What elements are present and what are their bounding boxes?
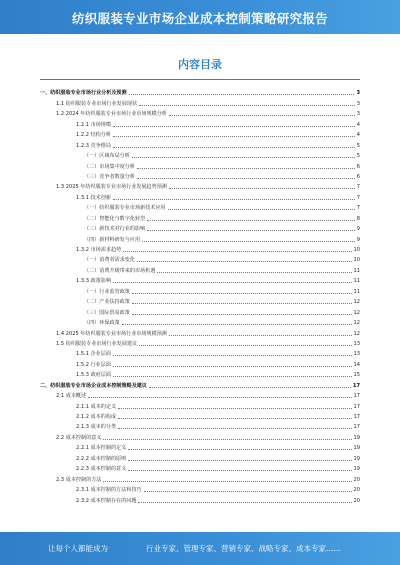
toc-entry-title: （一）区域布局分析 [84, 153, 130, 160]
toc-entry[interactable] [40, 180, 360, 190]
toc-entry-page: 20 [353, 476, 360, 483]
toc-entry-page: 17 [353, 393, 360, 400]
toc-divider [40, 79, 360, 80]
toc-leader-dots [137, 178, 355, 179]
toc-entry[interactable] [40, 493, 360, 503]
toc-entry-page: 11 [353, 278, 360, 285]
toc-entry[interactable] [40, 190, 360, 200]
toc-entry-page: 3 [356, 100, 360, 107]
toc-entry[interactable] [40, 263, 360, 273]
toc-leader-dots [113, 376, 352, 377]
toc-leader-dots [149, 387, 351, 388]
toc-entry-page: 17 [352, 382, 360, 389]
toc-entry-page: 4 [356, 132, 360, 139]
toc-entry-page: 19 [353, 445, 360, 452]
toc-entry-page: 5 [356, 153, 360, 160]
toc-entry[interactable] [40, 138, 360, 148]
toc-entry-page: 20 [353, 497, 360, 504]
toc-entry-title: 一、纺织服装专业市场行业分析及预测 [40, 90, 127, 97]
footer-slogan: 让每个人都能成为 [48, 544, 108, 553]
toc-entry-page: 13 [353, 340, 360, 347]
toc-entry-page: 19 [353, 455, 360, 462]
toc-entry[interactable] [40, 483, 360, 493]
toc-entry[interactable] [40, 472, 360, 482]
toc-entry[interactable] [40, 211, 360, 221]
toc-leader-dots [113, 136, 355, 137]
toc-entry[interactable] [40, 305, 360, 315]
toc-entry-title: 2.1.3 成本的分类 [76, 424, 117, 431]
toc-leader-dots [169, 115, 355, 116]
toc-entry[interactable] [40, 107, 360, 117]
toc-entry[interactable] [40, 410, 360, 420]
toc-leader-dots [138, 502, 351, 503]
toc-entry-page: 6 [356, 163, 360, 170]
toc-leader-dots [132, 157, 355, 158]
toc-entry-title: 1.5.2 行业层面 [76, 361, 111, 368]
toc-entry-title: （二）消费升级带来的市场机遇 [84, 267, 156, 274]
toc-leader-dots [113, 355, 352, 356]
toc-entry[interactable] [40, 295, 360, 305]
toc-entry-page: 6 [356, 173, 360, 180]
toc-entry[interactable] [40, 253, 360, 263]
toc-leader-dots [169, 188, 355, 189]
toc-entry[interactable] [40, 274, 360, 284]
toc-entry-page: 9 [356, 226, 360, 233]
toc-leader-dots [139, 345, 351, 346]
toc-entry[interactable] [40, 243, 360, 253]
toc-entry-title: 1.5.3 政府层面 [76, 372, 111, 379]
header-banner [0, 0, 400, 34]
toc-entry-page: 17 [353, 424, 360, 431]
toc-leader-dots [123, 251, 351, 252]
toc-entry-title: 1.2.1 市场规模 [76, 121, 111, 128]
toc-entry-page: 19 [353, 434, 360, 441]
toc-leader-dots [103, 439, 351, 440]
toc-entry-page: 8 [356, 215, 360, 222]
toc-entry-title: 1.3 2025 年纺织服装专业市场行业发展趋势预测 [56, 184, 167, 191]
toc-leader-dots [113, 282, 352, 283]
toc-entry-title: （四）环保政策 [84, 320, 120, 327]
toc-entry-title: 2.1 成本概述 [56, 393, 87, 400]
toc-entry[interactable] [40, 451, 360, 461]
toc-entry-page: 12 [353, 330, 360, 337]
toc-leader-dots [132, 303, 352, 304]
toc-entry-title: 2.2 成本控制的意义 [56, 434, 102, 441]
toc-leader-dots [132, 314, 352, 315]
toc-leader-dots [139, 105, 355, 106]
toc-entry[interactable] [40, 149, 360, 159]
toc-entry-page: 9 [356, 236, 360, 243]
toc-entry-title: （一）行业监管政策 [84, 288, 130, 295]
toc-entry-title: 二、纺织服装专业市场企业成本控制策略及建议 [40, 382, 147, 389]
toc-entry-title: 2.2.2 成本控制的原则 [76, 455, 127, 462]
toc-entry-page: 7 [356, 205, 360, 212]
toc-entry[interactable] [40, 326, 360, 336]
toc-entry-title: 2.2.3 成本控制的意义 [76, 466, 127, 473]
toc-leader-dots [113, 366, 352, 367]
toc-entry-title: 2.3 成本控制的方法 [56, 476, 102, 483]
toc-leader-dots [118, 418, 351, 419]
table-of-contents [40, 86, 360, 504]
toc-entry-title: （二）产业扶持政策 [84, 299, 130, 306]
toc-entry-title: 1.2.2 结构分析 [76, 132, 111, 139]
toc-entry-page: 3 [356, 111, 360, 118]
toc-leader-dots [137, 261, 352, 262]
toc-leader-dots [144, 491, 352, 492]
toc-leader-dots [118, 408, 351, 409]
toc-leader-dots [88, 397, 351, 398]
toc-entry[interactable] [40, 357, 360, 367]
toc-entry[interactable] [40, 389, 360, 399]
toc-leader-dots [113, 147, 355, 148]
toc-entry-page: 13 [353, 351, 360, 358]
toc-entry-page: 7 [356, 184, 360, 191]
toc-entry[interactable] [40, 232, 360, 242]
toc-leader-dots [168, 209, 355, 210]
toc-entry-page: 12 [353, 309, 360, 316]
toc-entry-page: 15 [353, 372, 360, 379]
toc-entry-page: 20 [353, 487, 360, 494]
toc-entry-title: 2.3.1 成本控制的方法和技巧 [76, 487, 142, 494]
toc-entry-title: （一）消费者需求变化 [84, 257, 135, 264]
toc-entry[interactable] [40, 159, 360, 169]
toc-leader-dots [113, 126, 355, 127]
toc-heading: 内容目录 [178, 58, 222, 71]
toc-entry-title: 1.4 2025 年纺织服装专业市场行业市场规模预测 [56, 330, 167, 337]
toc-entry-page: 14 [353, 361, 360, 368]
toc-entry[interactable] [40, 420, 360, 430]
toc-entry[interactable] [40, 378, 360, 388]
toc-entry-page: 3 [356, 90, 360, 97]
toc-leader-dots [118, 428, 351, 429]
footer-tagline: 行业专家、管理专家、营销专家、战略专家、成本专家…… [146, 544, 341, 553]
toc-entry[interactable] [40, 368, 360, 378]
toc-entry[interactable] [40, 201, 360, 211]
toc-leader-dots [157, 272, 351, 273]
toc-leader-dots [113, 199, 355, 200]
toc-entry[interactable] [40, 462, 360, 472]
toc-entry-title: （三）竞争者数量分析 [84, 173, 135, 180]
toc-entry-page: 19 [353, 466, 360, 473]
toc-entry-page: 11 [353, 288, 360, 295]
toc-entry-title: 1.2 2024 年纺织服装专业市场行业市场规模分析 [56, 111, 167, 118]
toc-entry-page: 7 [356, 194, 360, 201]
toc-entry[interactable] [40, 86, 360, 96]
toc-entry-page: 17 [353, 403, 360, 410]
toc-entry-title: 1.2.3 竞争格局 [76, 142, 111, 149]
toc-entry[interactable] [40, 337, 360, 347]
toc-entry-page: 12 [353, 299, 360, 306]
toc-entry-page: 11 [353, 267, 360, 274]
toc-entry-title: （二）市场集中度分析 [84, 163, 135, 170]
toc-entry[interactable] [40, 117, 360, 127]
toc-entry-title: 1.3.2 市场需求趋势 [76, 247, 122, 253]
toc-entry-page: 5 [356, 142, 360, 149]
toc-entry-title: 1.5 纺织服装专业市场行业发展建议 [56, 340, 138, 347]
toc-entry-title: 1.3.1 技术创新 [76, 194, 111, 201]
toc-entry[interactable] [40, 347, 360, 357]
toc-entry[interactable] [40, 96, 360, 106]
toc-entry[interactable] [40, 441, 360, 451]
toc-leader-dots [103, 481, 351, 482]
footer-banner [0, 532, 400, 565]
toc-entry-title: 2.2.1 成本控制的定义 [76, 445, 127, 452]
toc-entry-title: 2.1.2 成本的构成 [76, 414, 117, 420]
toc-leader-dots [142, 241, 355, 242]
toc-entry-title: 2.1.1 成本的定义 [76, 403, 117, 410]
toc-entry[interactable] [40, 430, 360, 440]
report-title: 纺织服装专业市场企业成本控制策略研究报告 [71, 11, 328, 26]
toc-leader-dots [169, 335, 352, 336]
toc-leader-dots [128, 470, 351, 471]
toc-entry[interactable] [40, 170, 360, 180]
toc-entry[interactable] [40, 399, 360, 409]
toc-entry-title: （三）国际贸易政策 [84, 309, 130, 316]
toc-leader-dots [147, 220, 355, 221]
toc-entry[interactable] [40, 222, 360, 232]
toc-entry-title: （二）智能化与数字化转型 [84, 215, 146, 222]
toc-leader-dots [129, 94, 355, 95]
toc-entry-title: 1.5.1 企业层面 [76, 351, 111, 358]
toc-leader-dots [122, 324, 352, 325]
toc-leader-dots [132, 293, 352, 294]
toc-entry-title: 1.1 纺织服装专业市场行业发展现状 [56, 100, 138, 107]
toc-entry-page: 10 [353, 257, 360, 264]
toc-leader-dots [128, 460, 351, 461]
toc-entry-page: 4 [356, 121, 360, 128]
toc-entry-title: （四）新材料研发与应用 [84, 236, 141, 243]
toc-leader-dots [128, 449, 351, 450]
toc-entry[interactable] [40, 316, 360, 326]
toc-entry-title: （三）新技术对行业的影响 [84, 226, 146, 233]
toc-entry-title: 1.3.3 政策影响 [76, 278, 111, 285]
toc-entry[interactable] [40, 128, 360, 138]
toc-entry-title: 2.3.2 成本控制存在的问题 [76, 497, 137, 504]
toc-entry-page: 17 [353, 414, 360, 420]
toc-leader-dots [137, 168, 355, 169]
toc-entry[interactable] [40, 284, 360, 294]
toc-entry-page: 12 [353, 320, 360, 327]
toc-leader-dots [147, 230, 355, 231]
toc-entry-page: 10 [353, 247, 360, 253]
toc-entry-title: （一）纺织服装专业市场新技术应用 [84, 205, 166, 212]
